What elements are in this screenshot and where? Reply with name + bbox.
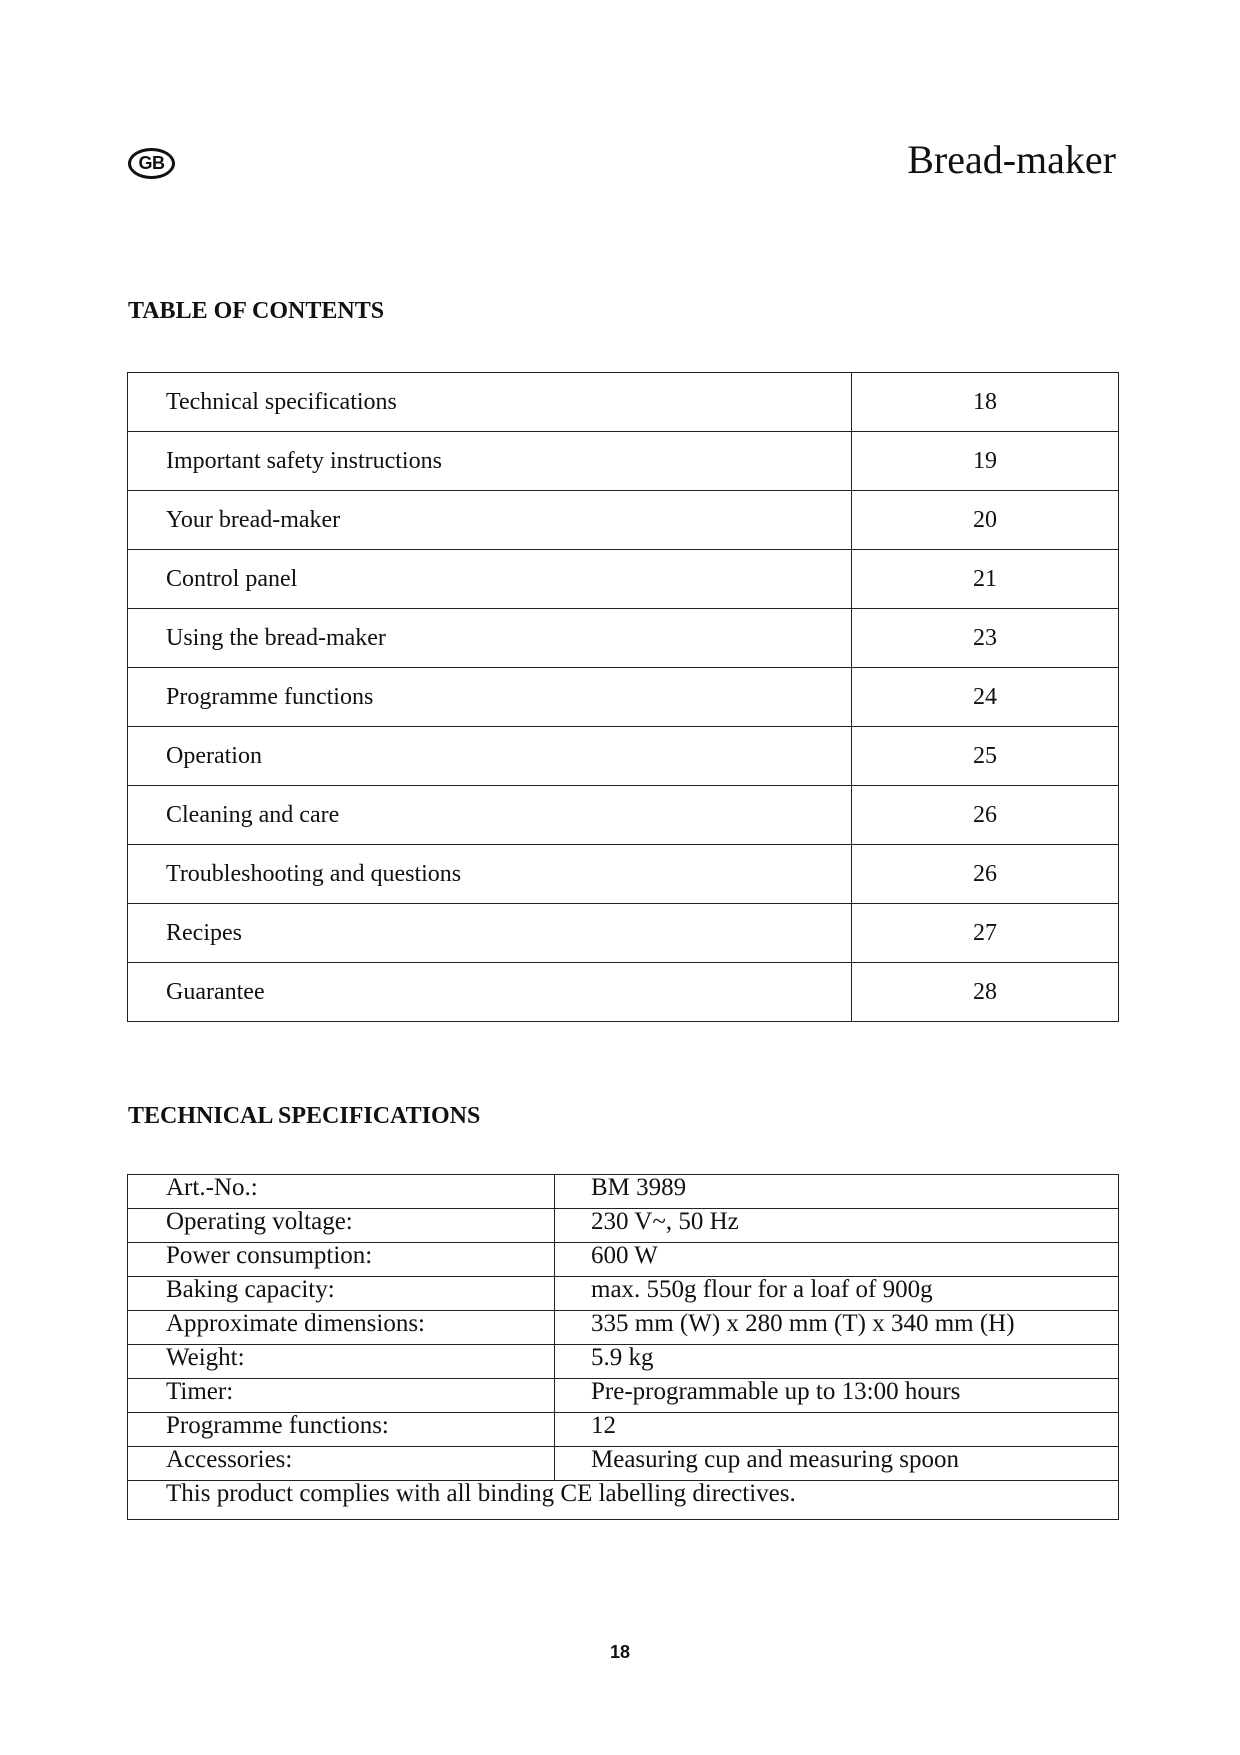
spec-row [128,1345,1119,1379]
toc-entry-page: 26 [852,786,1119,845]
spec-row [128,1243,1119,1277]
document-title: Bread-maker [907,137,1116,182]
toc-entry-title[interactable]: Cleaning and care [128,786,852,845]
spec-label: Baking capacity: [128,1277,555,1311]
spec-value: max. 550g flour for a loaf of 900g [555,1277,1119,1311]
spec-value: 600 W [555,1243,1119,1277]
toc-row[interactable] [128,491,1119,550]
spec-label: Programme functions: [128,1413,555,1447]
toc-heading: TABLE OF CONTENTS [128,298,385,324]
spec-value: 230 V~, 50 Hz [555,1209,1119,1243]
toc-row[interactable] [128,845,1119,904]
spec-label: Accessories: [128,1447,555,1481]
toc-entry-title[interactable]: Troubleshooting and questions [128,845,852,904]
spec-row [128,1413,1119,1447]
toc-entry-title[interactable]: Your bread-maker [128,491,852,550]
toc-entry-title[interactable]: Important safety instructions [128,432,852,491]
toc-entry-title[interactable]: Control panel [128,550,852,609]
spec-label: Approximate dimensions: [128,1311,555,1345]
toc-row[interactable] [128,373,1119,432]
spec-label: Weight: [128,1345,555,1379]
spec-row [128,1379,1119,1413]
toc-entry-page: 20 [852,491,1119,550]
toc-entry-page: 19 [852,432,1119,491]
spec-label: Art.-No.: [128,1175,555,1209]
toc-table [127,372,1119,1022]
toc-entry-page: 24 [852,668,1119,727]
spec-value: 12 [555,1413,1119,1447]
page-number: 18 [609,1642,631,1662]
specs-heading: TECHNICAL SPECIFICATIONS [128,1103,481,1129]
toc-entry-page: 18 [852,373,1119,432]
spec-row [128,1447,1119,1481]
toc-row[interactable] [128,432,1119,491]
toc-entry-title[interactable]: Operation [128,727,852,786]
toc-row[interactable] [128,963,1119,1022]
spec-label: Operating voltage: [128,1209,555,1243]
toc-entry-title[interactable]: Technical specifications [128,373,852,432]
toc-entry-page: 23 [852,609,1119,668]
spec-label: Timer: [128,1379,555,1413]
spec-value: Measuring cup and measuring spoon [555,1447,1119,1481]
toc-row[interactable] [128,550,1119,609]
toc-row[interactable] [128,668,1119,727]
toc-entry-title[interactable]: Programme functions [128,668,852,727]
toc-entry-page: 27 [852,904,1119,963]
spec-value: 5.9 kg [555,1345,1119,1379]
spec-value: 335 mm (W) x 280 mm (T) x 340 mm (H) [555,1311,1119,1345]
spec-value: Pre-programmable up to 13:00 hours [555,1379,1119,1413]
toc-entry-title[interactable]: Recipes [128,904,852,963]
toc-row[interactable] [128,609,1119,668]
toc-row[interactable] [128,786,1119,845]
specs-table [127,1174,1119,1520]
spec-label: Power consumption: [128,1243,555,1277]
spec-row [128,1175,1119,1209]
toc-row[interactable] [128,727,1119,786]
spec-note-row [128,1481,1119,1520]
ce-compliance-note: This product complies with all binding CE labelling directives. [128,1481,1119,1520]
toc-entry-page: 21 [852,550,1119,609]
spec-row [128,1277,1119,1311]
toc-entry-title[interactable]: Using the bread-maker [128,609,852,668]
toc-entry-title[interactable]: Guarantee [128,963,852,1022]
spec-value: BM 3989 [555,1175,1119,1209]
toc-entry-page: 28 [852,963,1119,1022]
language-badge: GB [128,148,175,179]
toc-entry-page: 26 [852,845,1119,904]
spec-row [128,1311,1119,1345]
toc-entry-page: 25 [852,727,1119,786]
spec-row [128,1209,1119,1243]
toc-row[interactable] [128,904,1119,963]
